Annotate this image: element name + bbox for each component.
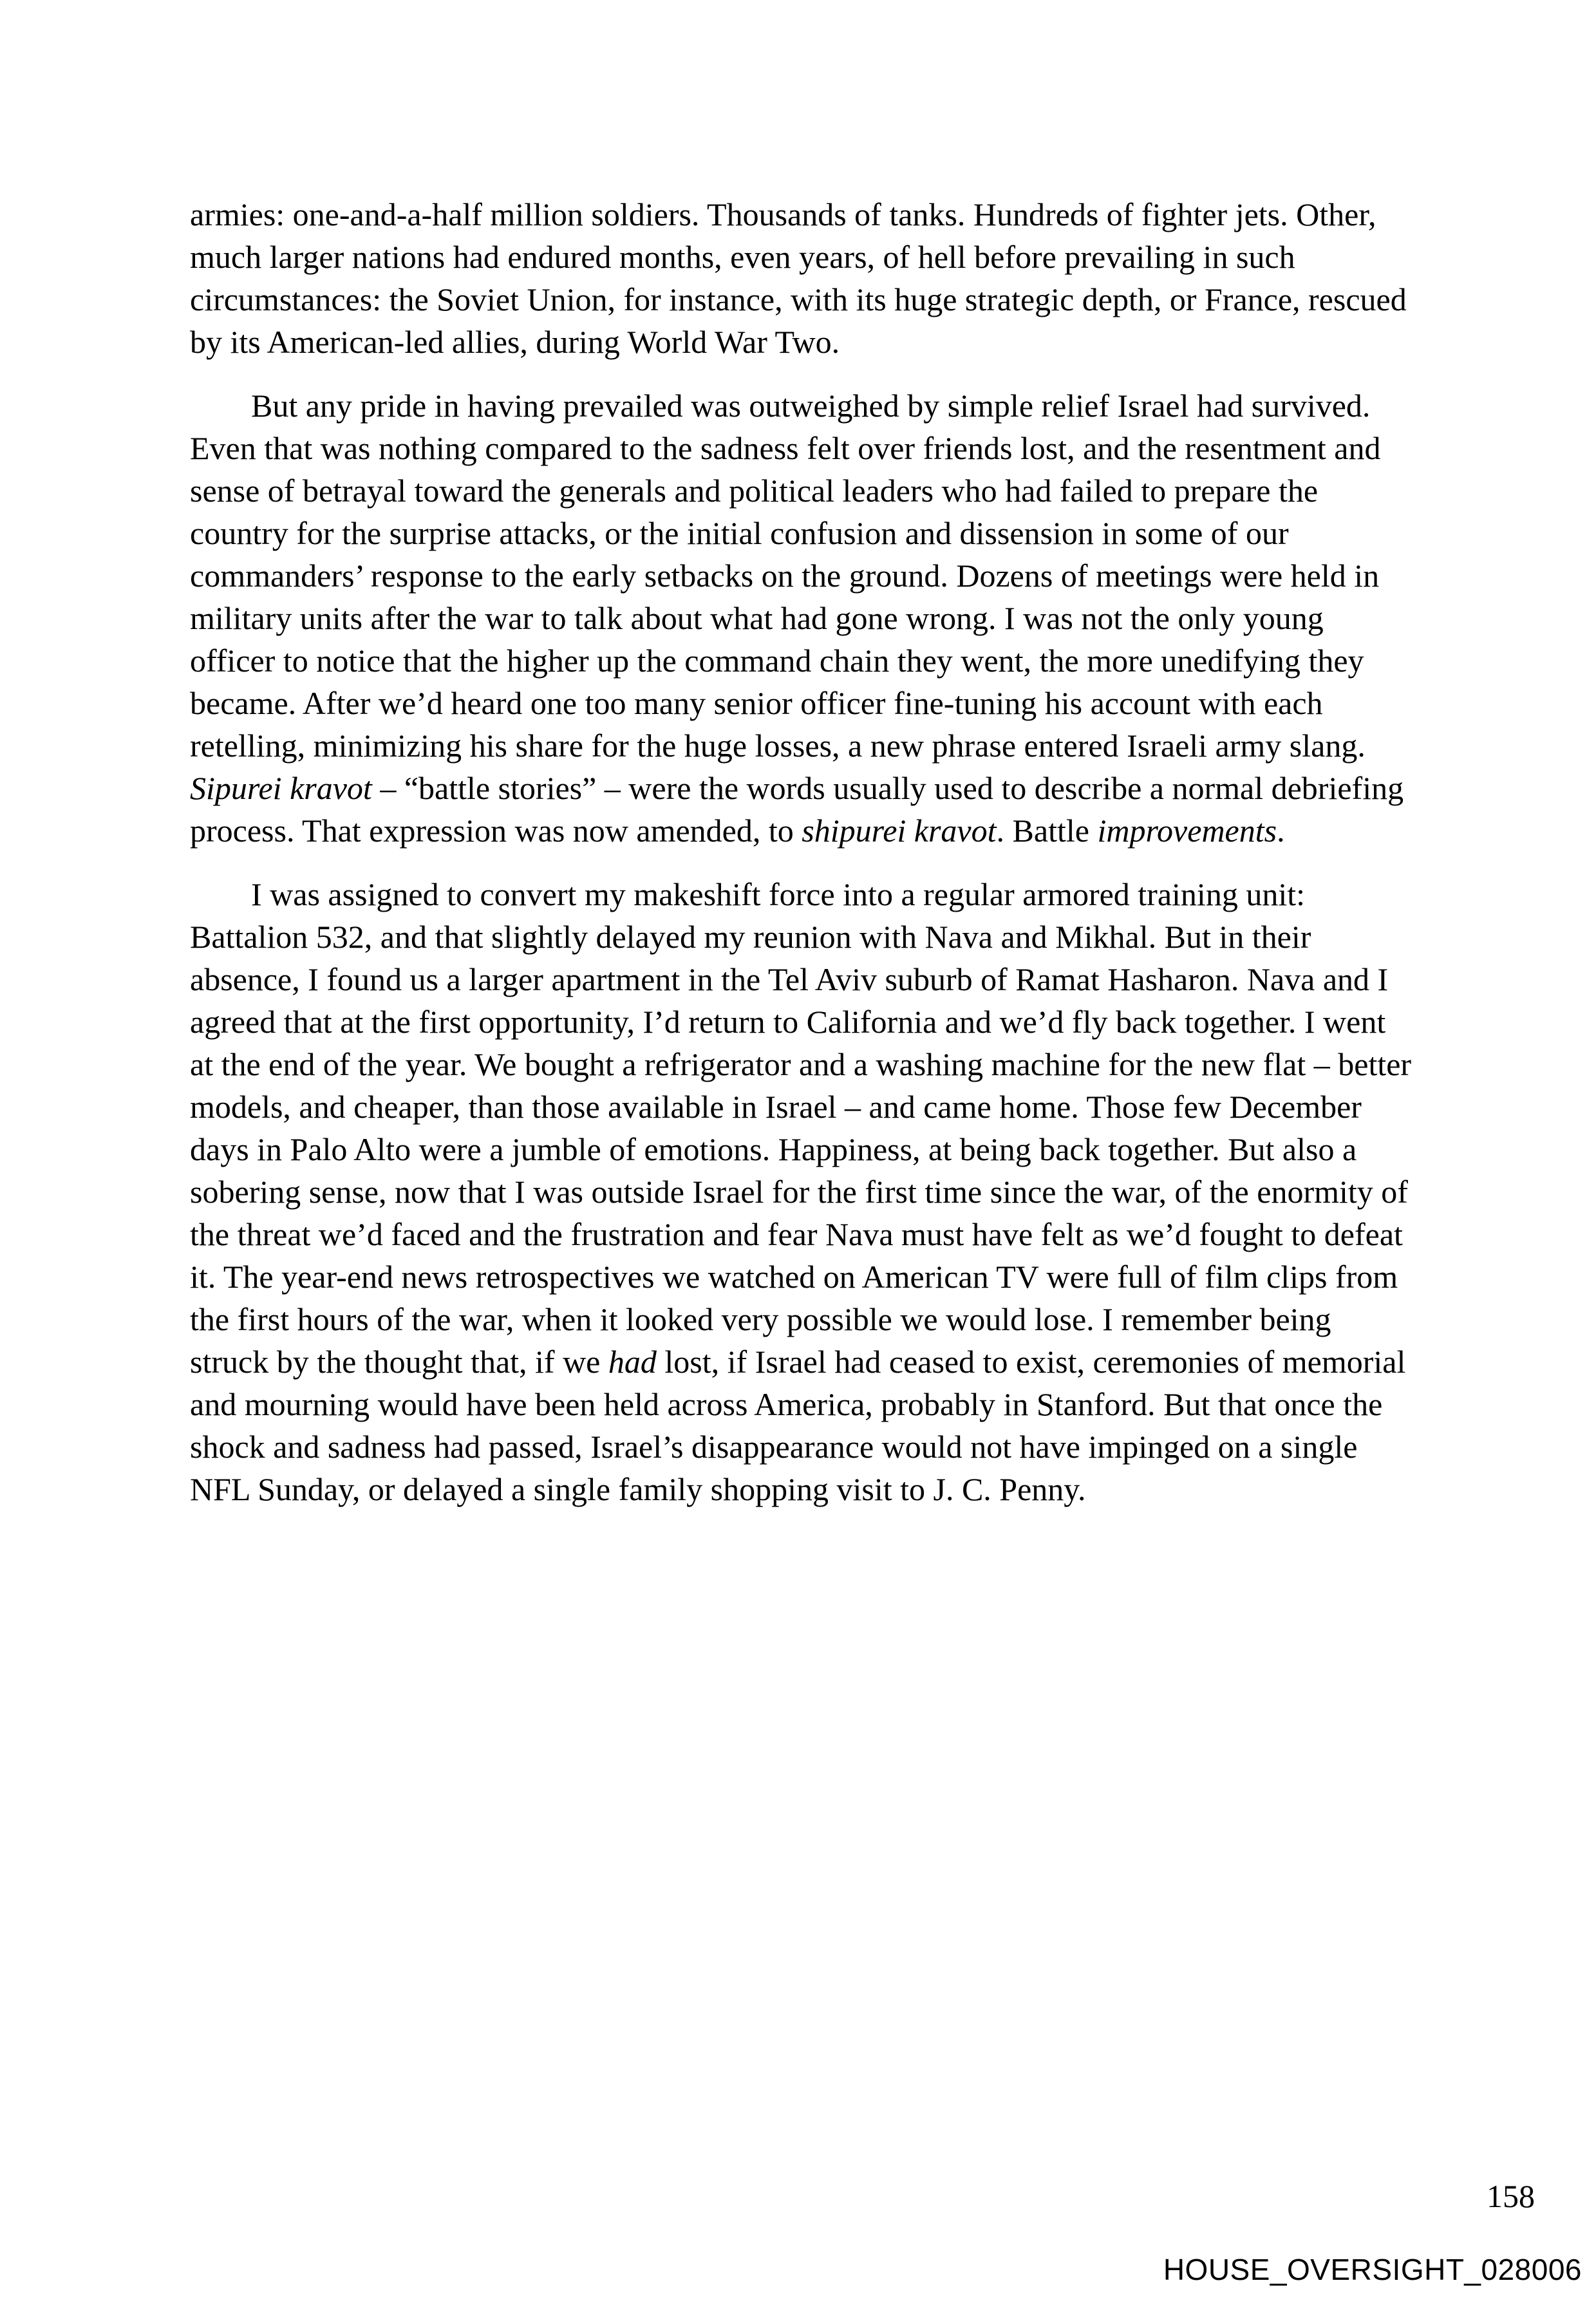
text-run: I was assigned to convert my makeshift force into a regular armored training unit: Battalion 532, and that slightly delayed my reunion with Nava and Mikhal. But in their absence, I found us a larger apartment in the Tel Aviv suburb of Ramat Hasharon. Nava and I agreed that at the first opportunity, I’d return to California and we’d fly back together. I went at the end of the year. We bought a refrigerator and a washing machine for the new flat – better models, and cheaper, than those available in Israel – and came home. Those few December days in Palo Alto were a jumble of emotions. Happiness, at being back together. But also a sobering sense, now that I was outside Israel for the first time since the war, of the enormity of the threat we’d faced and the frustration and fear Nava must have felt as we’d fought to defeat it. The year-end news retrospectives we watched on American TV were full of film clips from the first hours of the war, when it looked very possible we would lose. I remember being struck by the thought that, if we (190, 876, 1412, 1380)
italic-text-run: shipurei kravot (802, 813, 997, 849)
text-run: . Battle (996, 813, 1098, 849)
bates-stamp: HOUSE_OVERSIGHT_028006 (1163, 2253, 1582, 2286)
paragraph (190, 193, 1413, 363)
text-run: But any pride in having prevailed was outweighed by simple relief Israel had survived. Even that was nothing compared to the sadness felt over friends lost, and the resentment and sense of betrayal toward the generals and political leaders who had failed to prepare the country for the surprise attacks, or the initial confusion and dissension in some of our commanders’ response to the early setbacks on the ground. Dozens of meetings were held in military units after the war to talk about what had gone wrong. I was not the only young officer to notice that the higher up the command chain they went, the more unedifying they became. After we’d heard one too many senior officer fine-tuning his account with each retelling, minimizing his share for the huge losses, a new phrase entered Israeli army slang. (190, 388, 1381, 764)
italic-text-run: had (608, 1344, 657, 1380)
text-run: armies: one-and-a-half million soldiers. Thousands of tanks. Hundreds of fighter jets. Other, much larger nations had endured months, even years, of hell before prevailing in such circumstances: the Soviet Union, for instance, with its huge strategic depth, or France, rescued by its American-led allies, during World War Two. (190, 196, 1407, 360)
page-number: 158 (1487, 2178, 1535, 2214)
text-run: . (1277, 813, 1285, 849)
italic-text-run: improvements (1097, 813, 1277, 849)
paragraph (190, 873, 1413, 1510)
paragraph (190, 384, 1413, 852)
document-body (190, 193, 1413, 1510)
italic-text-run: Sipurei kravot (190, 770, 372, 806)
text-run: lost, if Israel had ceased to exist, ceremonies of memorial and mourning would have been held across America, probably in Stanford. But that once the shock and sadness had passed, Israel’s disappearance would not have impinged on a single NFL Sunday, or delayed a single family shopping visit to J. C. Penny. (190, 1344, 1406, 1507)
text-run: – “battle stories” – were the words usually used to describe a normal debriefing process. That expression was now amended, to (190, 770, 1404, 849)
